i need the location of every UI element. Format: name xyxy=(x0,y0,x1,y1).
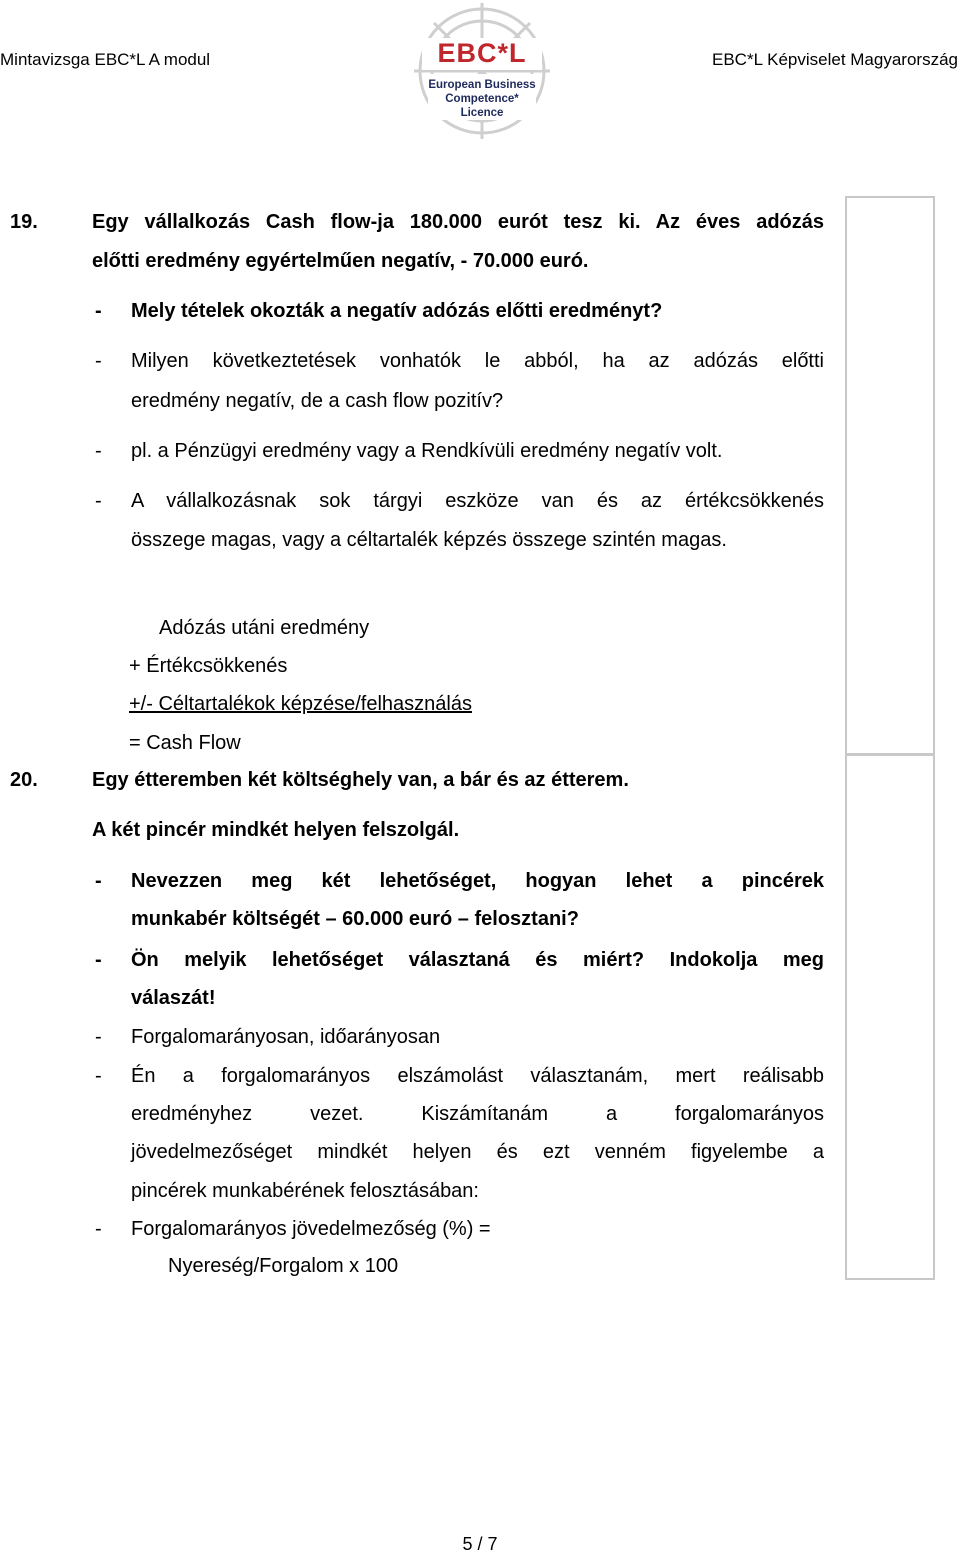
q19-item-3-dash: - xyxy=(95,440,102,462)
q20-item-2-line-2: válaszát! xyxy=(131,987,216,1009)
q19-item-2-dash: - xyxy=(95,350,102,372)
q20-item-5-line-2: Nyereség/Forgalom x 100 xyxy=(168,1255,399,1277)
calc-line-3: +/- Céltartalékok képzése/felhasználás xyxy=(129,693,472,715)
q20-item-5-line-1: Forgalomarányos jövedelmezőség (%) = xyxy=(131,1218,491,1240)
score-box-19 xyxy=(845,196,935,754)
q19-item-1-dash: - xyxy=(95,300,102,322)
calc-line-1: Adózás utáni eredmény xyxy=(159,617,370,639)
score-box-20 xyxy=(845,754,935,1280)
calc-line-2: + Értékcsökkenés xyxy=(129,655,288,677)
header-right-title: EBC*L Képviselet Magyarország xyxy=(712,50,958,69)
q20-item-1-line-2: munkabér költségét – 60.000 euró – felosztani? xyxy=(131,908,579,930)
page-number: 5 / 7 xyxy=(462,1534,498,1554)
q20-number: 20. xyxy=(10,769,38,791)
q19-item-4-line-2: összege magas, vagy a céltartalék képzés összege szintén magas. xyxy=(131,529,727,551)
q19-item-2-line-1: Milyen következtetések vonhatók le abból, ha az adózás előtti xyxy=(131,350,824,372)
q20-item-5-dash: - xyxy=(95,1218,102,1240)
q20-item-4-line-4: pincérek munkabérének felosztásában: xyxy=(131,1180,479,1202)
q20-item-2-line-1: Ön melyik lehetőséget választaná és miért? Indokolja meg xyxy=(131,949,824,971)
q20-item-2-dash: - xyxy=(95,949,102,971)
logo-mark: EBC*L xyxy=(437,38,527,68)
q20-item-1-dash: - xyxy=(95,870,102,892)
q20-title-line-1: Egy étteremben két költséghely van, a bár és az étterem. xyxy=(92,769,629,791)
ebcl-logo xyxy=(412,2,552,140)
q20-item-4-line-2: eredményhez vezet. Kiszámítanám a forgalomarányos xyxy=(131,1103,824,1125)
q20-title-line-2: A két pincér mindkét helyen felszolgál. xyxy=(92,819,460,841)
calc-line-4: = Cash Flow xyxy=(129,732,241,754)
q20-item-4-dash: - xyxy=(95,1065,102,1087)
q19-item-4-line-1: A vállalkozásnak sok tárgyi eszköze van és az értékcsökkenés xyxy=(131,490,824,512)
q20-item-4-line-1: Én a forgalomarányos elszámolást választanám, mert reálisabb xyxy=(131,1065,824,1087)
q19-item-4-dash: - xyxy=(95,490,102,512)
q19-number: 19. xyxy=(10,211,38,233)
q20-item-1-line-1: Nevezzen meg két lehetőséget, hogyan lehet a pincérek xyxy=(131,870,824,892)
logo-line-2: Competence* xyxy=(445,93,519,105)
q19-item-1: Mely tételek okozták a negatív adózás előtti eredményt? xyxy=(131,300,663,322)
q19-item-3: pl. a Pénzügyi eredmény vagy a Rendkívüli eredmény negatív volt. xyxy=(131,440,723,462)
q20-item-3: Forgalomarányosan, időarányosan xyxy=(131,1026,441,1048)
logo-line-3: Licence xyxy=(460,107,504,119)
q19-title-line-1: Egy vállalkozás Cash flow-ja 180.000 eurót tesz ki. Az éves adózás xyxy=(92,211,824,233)
q20-item-4-line-3: jövedelmezőséget mindkét helyen és ezt venném figyelembe a xyxy=(131,1141,824,1163)
q20-item-3-dash: - xyxy=(95,1026,102,1048)
logo-line-1: European Business xyxy=(428,79,536,91)
q19-title-line-2: előtti eredmény egyértelműen negatív, - 70.000 euró. xyxy=(92,250,589,272)
header-left-title: Mintavizsga EBC*L A modul xyxy=(0,50,211,69)
q19-item-2-line-2: eredmény negatív, de a cash flow pozitív? xyxy=(131,390,504,412)
